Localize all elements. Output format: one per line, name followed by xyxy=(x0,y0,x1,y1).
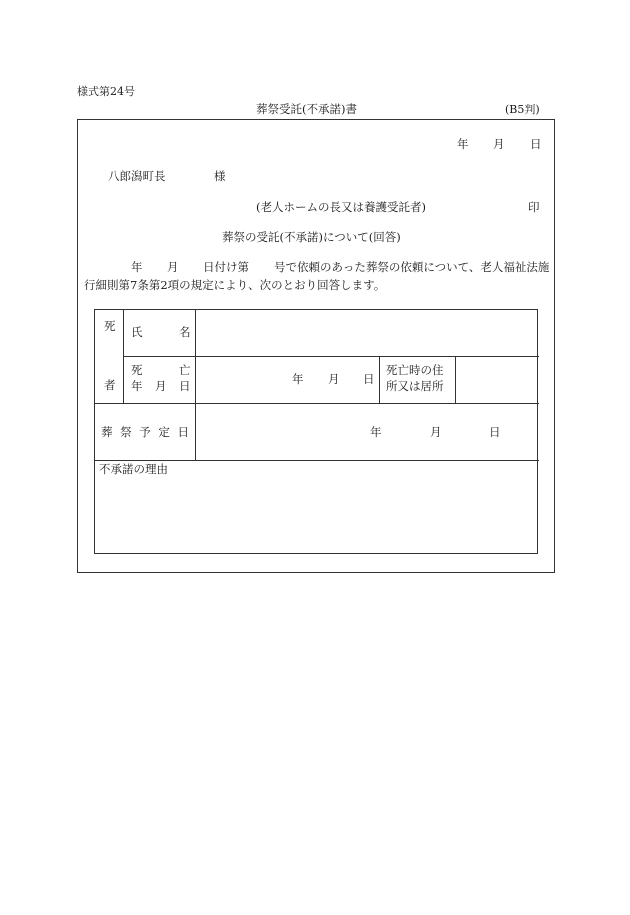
death-date-label-r1-left: 死 xyxy=(131,363,143,377)
date-day-label: 日 xyxy=(530,137,542,151)
death-date-label-day: 日 xyxy=(179,379,191,393)
name-label-right: 名 xyxy=(179,325,191,339)
form-number: 様式第24号 xyxy=(77,85,135,98)
body-line2: 行細則第7条第2項の規定により、次のとおり回答します。 xyxy=(84,278,386,292)
deceased-label-bottom: 者 xyxy=(104,378,116,392)
name-label-left: 氏 xyxy=(131,325,143,339)
death-date-month: 月 xyxy=(328,372,340,386)
funeral-date-day: 日 xyxy=(489,425,501,439)
seal-mark: 印 xyxy=(528,200,540,214)
addressee-honorific: 様 xyxy=(214,169,226,183)
funeral-label-char: 祭 xyxy=(120,425,132,439)
refusal-reason-field[interactable] xyxy=(96,478,538,552)
name-field[interactable] xyxy=(196,311,538,355)
addressee-name: 八郎潟町長 xyxy=(108,169,166,183)
death-date-year: 年 xyxy=(292,372,304,386)
date-year-label: 年 xyxy=(457,137,469,151)
death-date-label-year: 年 xyxy=(131,379,143,393)
address-label-line2: 所又は居所 xyxy=(386,379,444,393)
subject-line: 葬祭の受託(不承諾)について(回答) xyxy=(222,230,401,244)
address-label-line1: 死亡時の住 xyxy=(386,363,444,377)
funeral-label-char: 予 xyxy=(139,425,151,439)
body-year: 年 xyxy=(131,260,143,274)
death-date-day: 日 xyxy=(363,372,375,386)
funeral-date-year: 年 xyxy=(370,425,382,439)
funeral-date-month: 月 xyxy=(430,425,442,439)
funeral-label-char: 定 xyxy=(158,425,170,439)
funeral-label-char: 日 xyxy=(177,425,189,439)
body-month: 月 xyxy=(167,260,179,274)
body-date-no: 日付け第 xyxy=(203,260,249,274)
date-month-label: 月 xyxy=(493,137,505,151)
deceased-label-top: 死 xyxy=(104,319,116,333)
paper-size-note: (B5判) xyxy=(505,103,540,116)
death-date-label-r1-right: 亡 xyxy=(179,363,191,377)
sender-label: (老人ホームの長又は養護受託者) xyxy=(256,200,426,214)
deceased-info-table xyxy=(94,309,538,554)
body-line1-rest: 号で依頼のあった葬祭の依頼について、老人福祉法施 xyxy=(274,260,550,274)
refusal-reason-label: 不承諾の理由 xyxy=(99,462,168,476)
death-date-label-month: 月 xyxy=(155,379,167,393)
document-title: 葬祭受託(不承諾)書 xyxy=(256,102,357,116)
funeral-label-char: 葬 xyxy=(101,425,113,439)
funeral-date-label xyxy=(101,427,189,439)
address-field[interactable] xyxy=(456,357,538,403)
